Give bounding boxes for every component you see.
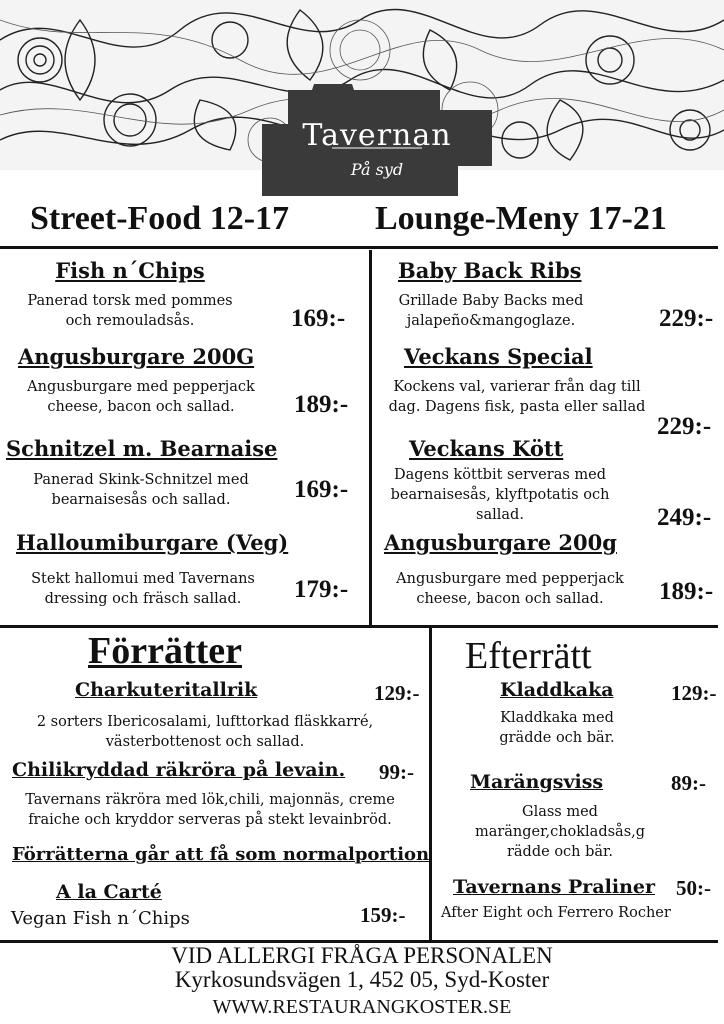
starter-item-title: Charkuteritallrik	[75, 679, 258, 701]
logo-name: Tavernan	[302, 118, 452, 153]
street-item-title: Schnitzel m. Bearnaise	[6, 436, 278, 461]
street-item-title: Halloumiburgare (Veg)	[16, 530, 289, 555]
lounge-item-desc: Grillade Baby Backs med jalapeño&mangoglaze.	[398, 293, 584, 329]
starter-item-price: 99:-	[379, 760, 414, 784]
dessert-item-title: Kladdkaka	[500, 679, 614, 701]
dessert-item-title: Marängsviss	[470, 771, 604, 793]
logo-subtitle: På syd	[350, 160, 404, 179]
allergy-notice: VID ALLERGI FRÅGA PERSONALEN	[171, 943, 553, 968]
starter-item-desc: 2 sorters Ibericosalami, lufttorkad fläskkarré, västerbottenost och sallad.	[36, 714, 374, 750]
lounge-item-title: Baby Back Ribs	[398, 258, 582, 283]
dessert-item-price: 129:-	[671, 681, 717, 705]
street-item-title: Fish n´Chips	[55, 258, 205, 283]
lounge-item-title: Veckans Kött	[409, 436, 564, 461]
lounge-item-desc: Dagens köttbit serveras med bearnaisesås, klyftpotatis och sallad.	[390, 467, 610, 523]
dessert-item-price: 89:-	[671, 771, 706, 795]
lounge-item-price: 189:-	[659, 578, 714, 605]
starter-item-desc: Tavernans räkröra med lök,chili, majonnäs, creme fraiche och kryddor serveras på stekt levainbröd.	[25, 792, 395, 828]
street-item-desc: Angusburgare med pepperjack cheese, bacon och sallad.	[27, 379, 255, 415]
lounge-item-title: Angusburgare 200g	[384, 530, 617, 555]
lounge-item-price: 249:-	[657, 504, 712, 531]
street-item-price: 169:-	[291, 305, 346, 332]
street-item-desc: Stekt hallomui med Tavernans dressing och fräsch sallad.	[31, 571, 255, 607]
column-divider-bottom	[429, 628, 432, 940]
dessert-item-desc: Kladdkaka med grädde och bär.	[499, 710, 615, 746]
lounge-menu-header: Lounge-Meny 17-21	[375, 200, 667, 237]
alacarte-title: A la Carté	[56, 881, 162, 903]
dessert-item-desc: After Eight och Ferrero Rocher	[441, 905, 671, 921]
header-divider	[0, 246, 718, 249]
column-divider-top	[369, 250, 372, 625]
street-item-price: 169:-	[294, 476, 349, 503]
street-item-price: 179:-	[294, 576, 349, 603]
dessert-title: Efterrätt	[465, 635, 592, 677]
starter-item-title: Chilikryddad räkröra på levain.	[12, 759, 346, 781]
lounge-item-price: 229:-	[657, 413, 712, 440]
dessert-item-title: Tavernans Praliner	[453, 876, 655, 898]
street-food-header: Street-Food 12-17	[30, 200, 290, 237]
street-item-desc: Panerad Skink-Schnitzel med bearnaisesås och sallad.	[33, 472, 249, 508]
street-item-title: Angusburgare 200G	[18, 344, 255, 369]
street-item-desc: Panerad torsk med pommes och remouladsås.	[27, 293, 233, 329]
website-link[interactable]: WWW.RESTAURANGKOSTER.SE	[212, 996, 512, 1018]
starters-note: Förrätterna går att få som normalportion	[12, 844, 430, 865]
lounge-item-price: 229:-	[659, 305, 714, 332]
alacarte-price: 159:-	[360, 903, 406, 927]
dessert-item-price: 50:-	[676, 876, 711, 900]
middle-divider	[0, 625, 718, 628]
alacarte-item: Vegan Fish n´Chips	[11, 908, 190, 929]
starter-item-price: 129:-	[374, 681, 420, 705]
lounge-item-desc: Angusburgare med pepperjack cheese, bacon och sallad.	[396, 571, 624, 607]
lounge-item-title: Veckans Special	[404, 344, 593, 369]
address: Kyrkosundsvägen 1, 452 05, Syd-Koster	[174, 967, 550, 992]
starters-title: Förrätter	[88, 630, 242, 672]
dessert-item-desc: Glass med maränger,chokladsås,g rädde och bär.	[474, 804, 646, 860]
street-item-price: 189:-	[294, 391, 349, 418]
lounge-item-desc: Kockens val, varierar från dag till dag. Dagens fisk, pasta eller sallad	[388, 379, 646, 415]
